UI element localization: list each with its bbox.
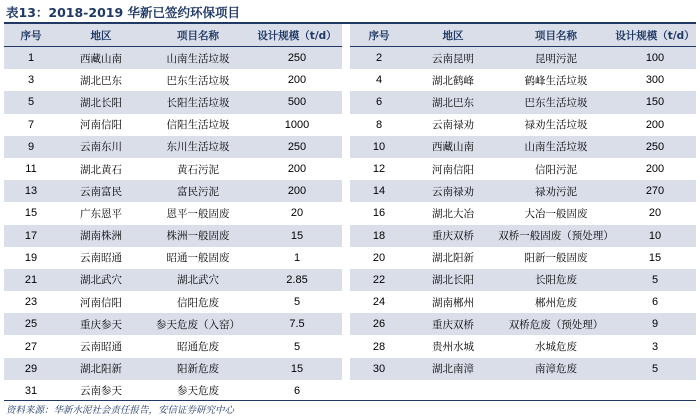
cell-project-name: 山南生活垃圾: [498, 136, 614, 158]
table-row: [4, 225, 342, 247]
cell-region: 湖北长阳: [408, 269, 498, 291]
cell-region: 云南禄劝: [408, 180, 498, 202]
table-row: [350, 114, 696, 136]
cell-region: 云南昆明: [408, 47, 498, 70]
cell-project-name: 阳新一般固废: [524, 252, 588, 265]
table-row: [4, 313, 342, 335]
cell-index: 1: [4, 47, 58, 70]
cell-region: 湖北阳新: [432, 252, 474, 265]
table-row: [4, 269, 342, 291]
cell-capacity: 200: [287, 163, 307, 176]
cell-project-name: 山南生活垃圾: [144, 47, 252, 70]
cell-capacity: 5: [614, 358, 696, 380]
cell-project-name: 湖北武穴: [144, 269, 252, 291]
cell-region: 湖北阳新: [58, 358, 144, 380]
cell-project-name: 双桥危废（预处理）: [498, 313, 614, 335]
cell-capacity: 15: [252, 225, 342, 247]
cell-region: 云南富民: [58, 180, 144, 202]
cell-index: 22: [350, 269, 408, 291]
cell-index: 19: [24, 251, 38, 264]
table-row: [350, 47, 696, 70]
cell-capacity: 200: [645, 118, 665, 131]
right-table-body: [350, 47, 696, 380]
table-row: [350, 247, 696, 269]
cell-capacity: 150: [614, 91, 696, 113]
cell-capacity: 300: [645, 74, 665, 87]
table-row: [4, 158, 342, 180]
cell-capacity: 1: [293, 251, 301, 264]
cell-region: 湖北长阳: [58, 91, 144, 113]
cell-index: 24: [372, 296, 386, 309]
cell-index: 10: [350, 136, 408, 158]
header-index: 序号: [350, 24, 408, 47]
cell-region: 云南昭通: [80, 252, 122, 265]
table-row: [350, 136, 696, 158]
cell-capacity: 15: [252, 358, 342, 380]
cell-capacity: 200: [252, 180, 342, 202]
cell-index: 11: [25, 163, 37, 176]
cell-index: 16: [372, 207, 386, 220]
table-row: [350, 91, 696, 113]
header-project-name: 项目名称: [144, 24, 252, 47]
cell-index: 9: [4, 136, 58, 158]
cell-project-name: 信阳污泥: [535, 163, 577, 176]
cell-region: 云南参天: [80, 385, 122, 398]
cell-index: 14: [350, 180, 408, 202]
cell-project-name: 阳新危废: [144, 358, 252, 380]
table-row: [4, 380, 342, 402]
cell-index: 29: [4, 358, 58, 380]
cell-region: 湖北巴东: [80, 74, 122, 87]
cell-capacity: 100: [614, 47, 696, 70]
left-project-table: [4, 24, 342, 402]
cell-project-name: 巴东生活垃圾: [166, 74, 230, 87]
table-row: [4, 180, 342, 202]
cell-capacity: 200: [287, 74, 307, 87]
table-row: [4, 247, 342, 269]
cell-region: 湖北鹤峰: [432, 74, 474, 87]
cell-index: 30: [350, 358, 408, 380]
cell-region: 重庆参天: [58, 313, 144, 335]
cell-index: 28: [372, 340, 386, 353]
table-row: [350, 269, 696, 291]
table-row: [4, 47, 342, 70]
cell-project-name: 禄劝生活垃圾: [524, 119, 588, 132]
cell-project-name: 参天危废: [177, 385, 219, 398]
table-row: [4, 358, 342, 380]
cell-project-name: 昭通一般固废: [166, 252, 230, 265]
cell-region: 河南信阳: [432, 163, 474, 176]
table-row: [4, 91, 342, 113]
cell-region: 湖南郴州: [432, 296, 474, 309]
header-capacity: 设计规模（t/d）: [614, 24, 696, 47]
cell-region: 湖北南漳: [408, 358, 498, 380]
cell-project-name: 信阳危废: [177, 296, 219, 309]
cell-index: 5: [4, 91, 58, 113]
cell-project-name: 巴东生活垃圾: [498, 91, 614, 113]
cell-project-name: 昭通危废: [177, 341, 219, 354]
cell-capacity: 270: [614, 180, 696, 202]
table-row: [4, 69, 342, 91]
cell-project-name: 长阳危废: [498, 269, 614, 291]
cell-project-name: 南漳危废: [498, 358, 614, 380]
cell-index: 4: [375, 74, 383, 87]
cell-region: 湖北黄石: [80, 163, 122, 176]
cell-index: 3: [27, 74, 35, 87]
cell-project-name: 昆明污泥: [498, 47, 614, 70]
cell-region: 重庆双桥: [408, 313, 498, 335]
cell-capacity: 20: [648, 207, 662, 220]
table-title: 表13：2018-2019 华新已签约环保项目: [6, 5, 241, 20]
cell-capacity: 15: [648, 251, 662, 264]
table-header-row: [350, 24, 696, 47]
cell-region: 云南昭通: [80, 341, 122, 354]
cell-capacity: 250: [252, 136, 342, 158]
header-region: 地区: [408, 24, 498, 47]
cell-index: 8: [375, 118, 383, 131]
table-row: [350, 313, 696, 335]
cell-region: 西藏山南: [408, 136, 498, 158]
table-row: [4, 335, 342, 357]
cell-capacity: 2.85: [252, 269, 342, 291]
cell-capacity: 6: [651, 296, 659, 309]
cell-region: 重庆双桥: [408, 225, 498, 247]
cell-index: 27: [24, 340, 38, 353]
table-row: [350, 69, 696, 91]
cell-region: 湖南株洲: [58, 225, 144, 247]
cell-project-name: 水城危废: [535, 341, 577, 354]
cell-project-name: 大冶一般固废: [524, 207, 588, 220]
cell-capacity: 5: [614, 269, 696, 291]
cell-region: 河南信阳: [80, 119, 122, 132]
table-row: [350, 180, 696, 202]
cell-region: 云南禄劝: [432, 119, 474, 132]
header-project-name: 项目名称: [498, 24, 614, 47]
cell-region: 湖北巴东: [408, 91, 498, 113]
cell-index: 23: [24, 296, 38, 309]
cell-index: 12: [372, 163, 386, 176]
cell-project-name: 长阳生活垃圾: [144, 91, 252, 113]
cell-capacity: 5: [293, 296, 301, 309]
cell-project-name: 富民污泥: [144, 180, 252, 202]
cell-project-name: 株洲一般固废: [144, 225, 252, 247]
table-row: [4, 291, 342, 313]
cell-capacity: 7.5: [252, 313, 342, 335]
table-row: [350, 202, 696, 224]
table-row: [4, 202, 342, 224]
table-row: [350, 158, 696, 180]
table-row: [350, 335, 696, 357]
cell-index: 6: [350, 91, 408, 113]
cell-capacity: 9: [614, 313, 696, 335]
header-capacity: 设计规模（t/d）: [252, 24, 342, 47]
cell-index: 15: [24, 207, 38, 220]
cell-region: 云南东川: [58, 136, 144, 158]
cell-index: 18: [350, 225, 408, 247]
cell-index: 21: [4, 269, 58, 291]
cell-capacity: 3: [651, 340, 659, 353]
cell-capacity: 200: [645, 163, 665, 176]
cell-capacity: 250: [252, 47, 342, 70]
cell-project-name: 恩平一般固废: [166, 207, 230, 220]
cell-region: 湖北大冶: [432, 207, 474, 220]
cell-index: 2: [350, 47, 408, 70]
cell-capacity: 500: [252, 91, 342, 113]
header-index: 序号: [4, 24, 58, 47]
cell-capacity: 10: [614, 225, 696, 247]
table-header-row: [4, 24, 342, 47]
cell-project-name: 东川生活垃圾: [144, 136, 252, 158]
cell-capacity: 5: [293, 340, 301, 353]
cell-index: 7: [27, 118, 35, 131]
header-region: 地区: [58, 24, 144, 47]
table-row: [350, 291, 696, 313]
cell-project-name: 黄石污泥: [177, 163, 219, 176]
cell-project-name: 信阳生活垃圾: [166, 119, 230, 132]
cell-region: 河南信阳: [80, 296, 122, 309]
cell-capacity: 250: [614, 136, 696, 158]
cell-index: 20: [372, 251, 386, 264]
cell-project-name: 郴州危废: [535, 296, 577, 309]
cell-capacity: 20: [290, 207, 304, 220]
cell-index: 26: [350, 313, 408, 335]
left-table-body: [4, 47, 342, 403]
cell-capacity: 6: [293, 384, 301, 397]
cell-index: 25: [4, 313, 58, 335]
cell-region: 广东恩平: [80, 207, 122, 220]
cell-capacity: 1000: [284, 118, 310, 131]
cell-region: 贵州水城: [432, 341, 474, 354]
table-row: [350, 225, 696, 247]
table-row: [350, 358, 696, 380]
cell-project-name: 双桥一般固废（预处理）: [498, 225, 614, 247]
cell-index: 13: [4, 180, 58, 202]
cell-project-name: 鹤峰生活垃圾: [524, 74, 588, 87]
cell-index: 31: [24, 384, 38, 397]
cell-region: 西藏山南: [58, 47, 144, 70]
source-note: 资料来源：华新水泥社会责任报告，安信证券研究中心: [6, 405, 235, 416]
cell-index: 17: [4, 225, 58, 247]
right-project-table: [350, 24, 696, 380]
table-row: [4, 114, 342, 136]
cell-project-name: 参天危废（入窑）: [144, 313, 252, 335]
cell-project-name: 禄劝污泥: [498, 180, 614, 202]
bottom-divider: [4, 400, 696, 401]
cell-region: 湖北武穴: [58, 269, 144, 291]
table-row: [4, 136, 342, 158]
